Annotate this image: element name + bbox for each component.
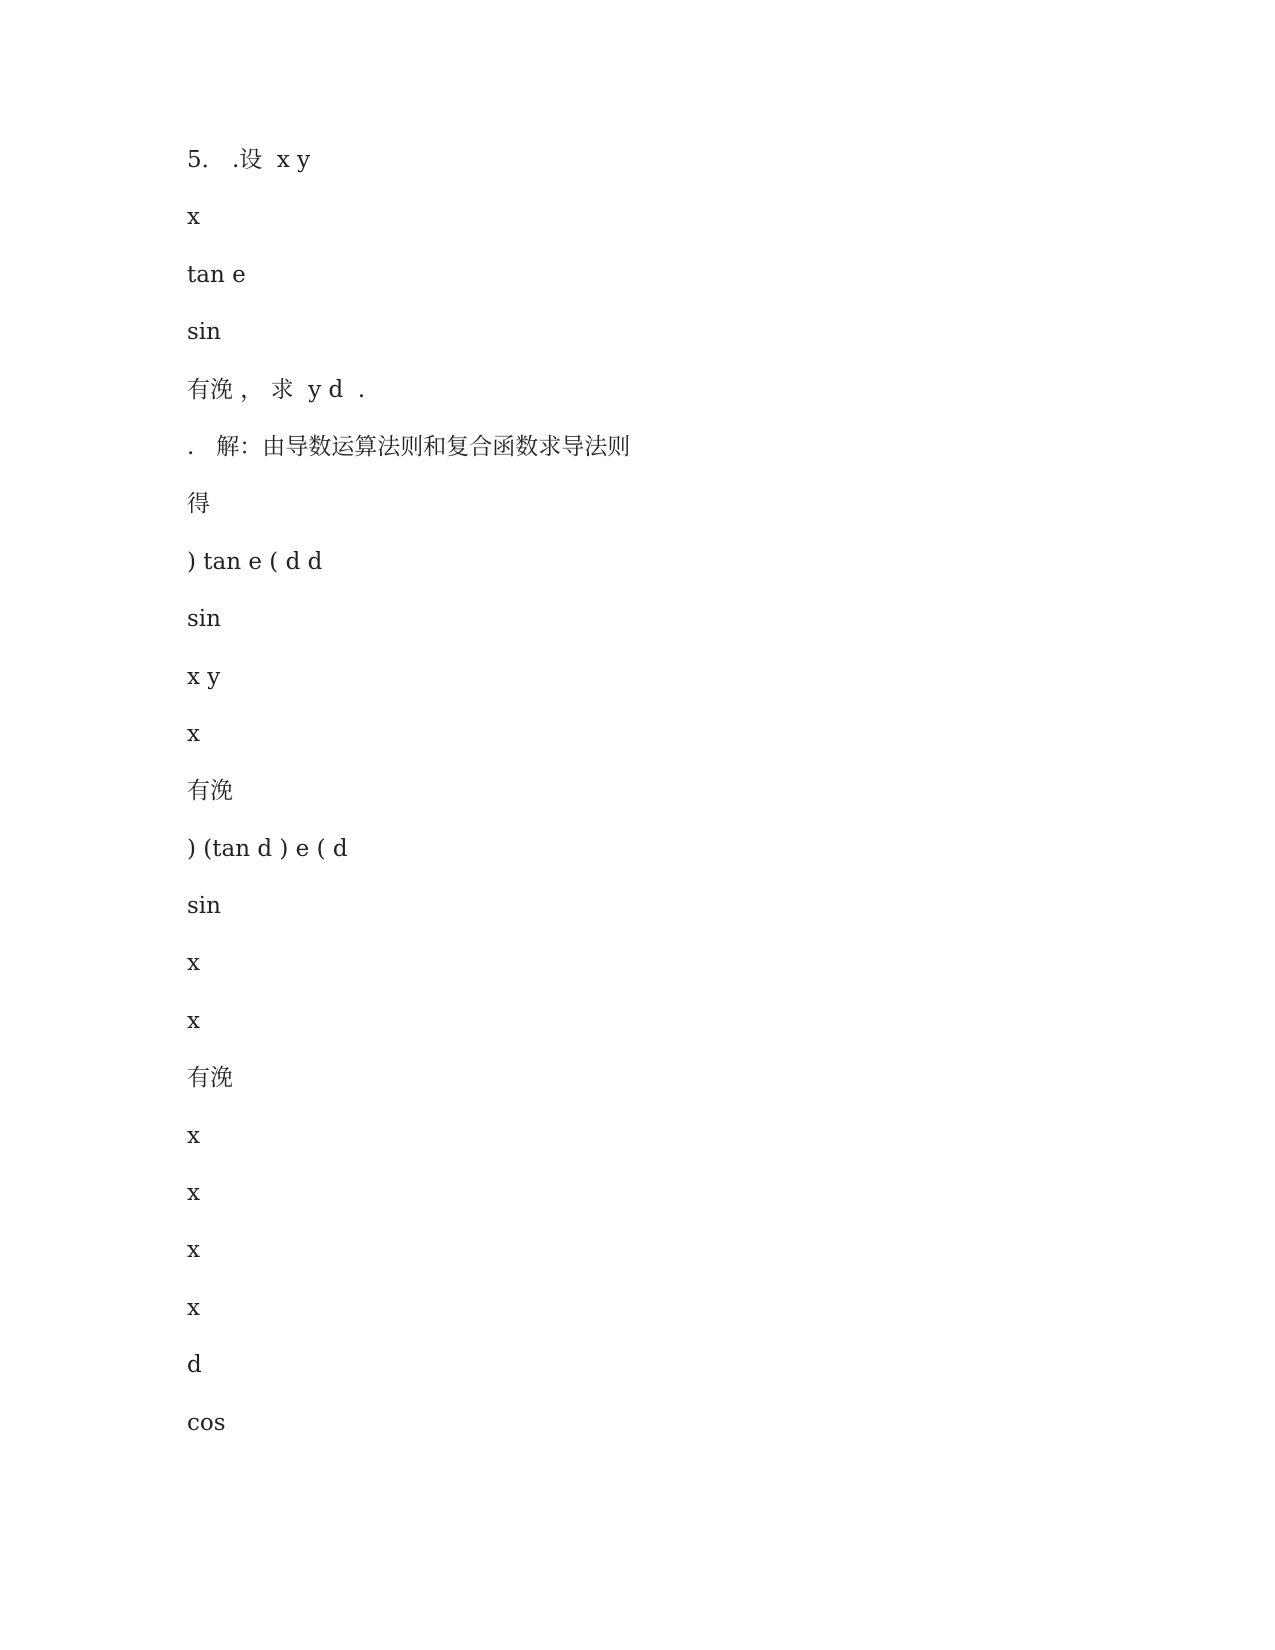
text-line: 有浼 ， 求 y d . [187,376,366,403]
text-line: ) tan e ( d d [187,548,323,575]
text-line: cos [187,1409,226,1436]
text-line: . 解：由导数运算法则和复合函数求导法则 [187,433,631,460]
text-line: sin [187,319,221,346]
text-line: ) (tan d ) e ( d [187,835,348,862]
text-line: 有浼 [187,778,233,805]
text-line: tan e [187,261,246,288]
text-line: x [187,1294,200,1321]
text-line: d [187,1352,202,1379]
text-line: x [187,720,200,747]
document-body [187,145,1187,1465]
text-line: x [187,1122,200,1149]
text-line: x [187,1007,200,1034]
text-line: x [187,1237,200,1264]
text-line: sin [187,606,221,633]
text-line: 5． .设 x y [187,147,311,173]
text-line: x [187,1180,200,1207]
text-line: x [187,204,200,231]
text-line: 有浼 [187,1065,233,1092]
text-line: x [187,950,200,977]
text-line: sin [187,893,221,920]
text-line: 得 [187,491,210,518]
text-line: x y [187,663,221,690]
